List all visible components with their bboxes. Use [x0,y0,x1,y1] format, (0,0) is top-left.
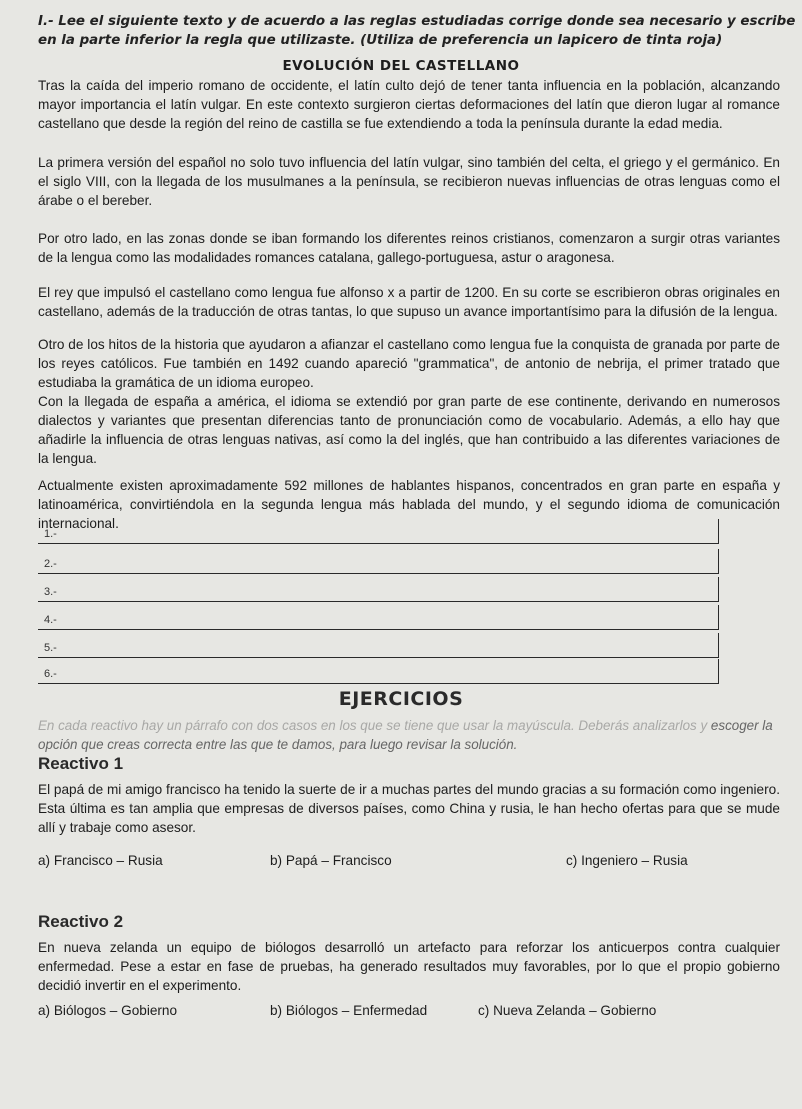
paragraph-4: El rey que impulsó el castellano como lengua fue alfonso x a partir de 1200. En su corte se escribieron obras originales en castellano, además de la traducción de otras tantas, lo que supuso un avance importantísimo para la difusión de la lengua. [38,285,780,319]
answer-line[interactable] [38,633,719,658]
exercises-description-faded: En cada reactivo hay un párrafo con dos casos en los que se tiene que usar la mayúscula. Deberás analizarlos y [38,718,708,733]
reactivo-2-option-a[interactable]: a) Biólogos – Gobierno [38,1003,178,1018]
instructions: I.- Lee el siguiente texto y de acuerdo a las reglas estudiadas corrige donde sea necesario y escribe en la parte inferior la regla que utilizaste. (Utiliza de preferencia un lapicero de tinta roja) [38,14,796,48]
answer-line-label: 2.- [44,558,57,570]
answer-line[interactable] [38,659,719,684]
exercises-title: EJERCICIOS [338,688,464,710]
answer-line-label: 5.- [44,642,57,654]
answer-line-label: 1.- [44,528,57,540]
reactivo-1-text: El papá de mi amigo francisco ha tenido la suerte de ir a muchas partes del mundo gracias a su formación como ingeniero. Esta última es tan amplia que empresas de diversos países, como China y rusia, le han hecho ofertas para que se mude allí y trabaje como asesor. [38,782,780,835]
paragraph-7: Actualmente existen aproximadamente 592 millones de hablantes hispanos, concentrados en gran parte en españa y latinoamérica, convirtiéndola en la segunda lengua más hablada del mundo, y el segundo idioma de comunicación internacional. [38,478,780,531]
reactivo-2-text: En nueva zelanda un equipo de biólogos desarrolló un artefacto para reforzar los anticuerpos contra cualquier enfermedad. Pese a estar en fase de pruebas, ha generado resultados muy favorables, por lo que el propio gobierno decidió invertir en el experimento. [38,940,780,993]
reactivo-1-option-a[interactable]: a) Francisco – Rusia [38,853,163,868]
answer-line-label: 3.- [44,586,57,598]
exercises-description [38,716,780,754]
reactivo-1-option-b[interactable]: b) Papá – Francisco [270,853,392,868]
reactivo-1-options [38,853,780,873]
answer-line[interactable] [38,577,719,602]
answer-line-label: 4.- [44,614,57,626]
reactivo-2-options [38,1003,780,1023]
reactivo-2-option-c[interactable]: c) Nueva Zelanda – Gobierno [478,1003,657,1018]
answer-line[interactable] [38,519,719,544]
reactivo-2-option-b[interactable]: b) Biólogos – Enfermedad [270,1003,428,1018]
paragraph-2: La primera versión del español no solo tuvo influencia del latín vulgar, sino también del celta, el griego y el germánico. En el siglo VIII, con la llegada de los musulmanes a la península, se recibieron nuevas influencias de otras lenguas como el árabe o el bereber. [38,155,780,208]
text-title: EVOLUCIÓN DEL CASTELLANO [282,58,520,74]
exercises-description-main: escoger la opción que creas correcta entre las que te damos, para luego revisar la solución. [38,718,773,752]
paragraph-1: Tras la caída del imperio romano de occidente, el latín culto dejó de tener tanta influencia en la población, alcanzando mayor importancia el latín vulgar. En este contexto surgieron ciertas deformaciones del latín que dieron lugar al romance castellano que desde la región del reino de castilla se fue extendiendo a toda la península durante la edad media. [38,78,780,131]
reactivo-2-heading: Reactivo 2 [38,912,124,931]
paragraph-6: Con la llegada de españa a américa, el idioma se extendió por gran parte de ese continente, derivando en numerosos dialectos y variantes que presentan diferencias tanto de pronunciación como de vocabulario. Además, a ello hay que añadirle la influencia de otras lenguas nativas, así como la del inglés, que han contribuido a las diferentes variaciones de la lengua. [38,394,780,466]
answer-line[interactable] [38,549,719,574]
answer-lines [38,519,718,689]
reactivo-1-option-c[interactable]: c) Ingeniero – Rusia [566,853,688,868]
reactivo-1-heading: Reactivo 1 [38,754,124,773]
answer-line[interactable] [38,605,719,630]
answer-line-label: 6.- [44,668,57,680]
paragraph-3: Por otro lado, en las zonas donde se iban formando los diferentes reinos cristianos, comenzaron a surgir otras variantes de la lengua como las modalidades romances catalana, gallego-portuguesa, astur o aragonesa. [38,231,780,265]
paragraph-5: Otro de los hitos de la historia que ayudaron a afianzar el castellano como lengua fue la conquista de granada por parte de los reyes católicos. Fue también en 1492 cuando apareció "grammatica", de antonio de nebrija, el primer tratado que estudiaba la gramática de un idioma europeo. [38,337,780,390]
